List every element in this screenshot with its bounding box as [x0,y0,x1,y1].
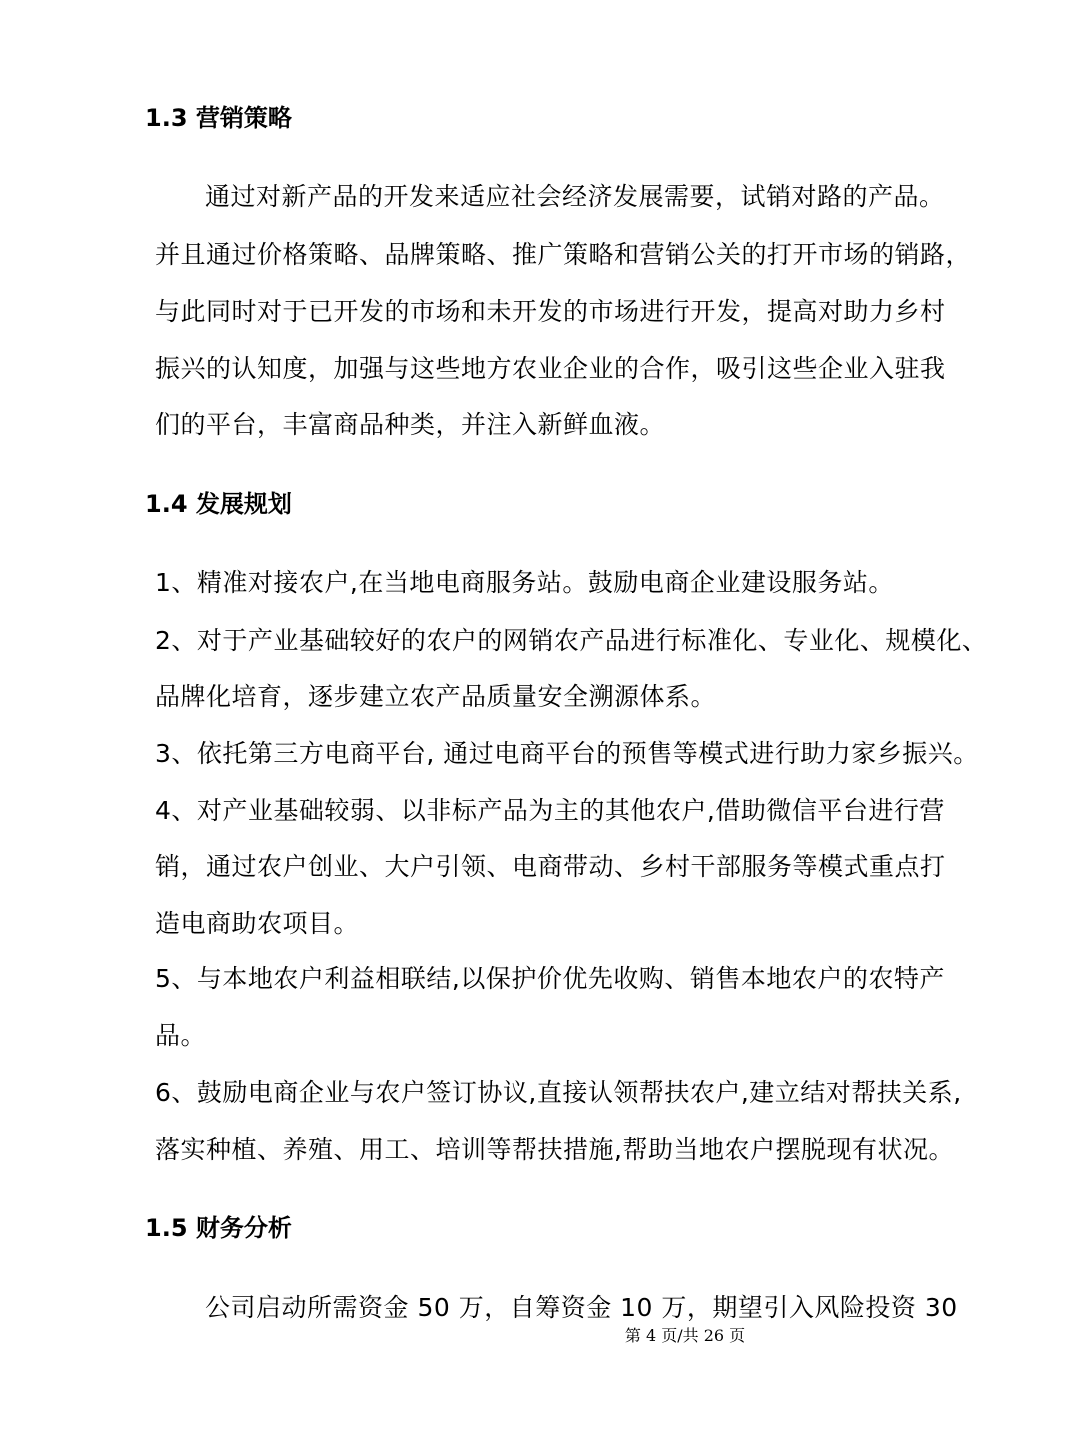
list-item-line: 造电商助农项目。 [155,909,360,938]
section-heading-marketing: 1.3 营销策略 [145,104,292,132]
list-item-line: 3、依托第三方电商平台, 通过电商平台的预售等模式进行助力家乡振兴。 [155,739,979,768]
list-item-line: 品牌化培育，逐步建立农产品质量安全溯源体系。 [155,682,717,711]
list-item-line: 6、鼓励电商企业与农户签订协议,直接认领帮扶农户,建立结对帮扶关系, [155,1078,962,1107]
list-item-line: 落实种植、养殖、用工、培训等帮扶措施,帮助当地农户摆脱现有状况。 [155,1135,954,1164]
list-item-line: 5、与本地农户利益相联结,以保护价优先收购、销售本地农户的农特产 [155,964,945,993]
section-heading-finance: 1.5 财务分析 [145,1214,292,1242]
list-item-line: 品。 [155,1021,207,1050]
list-item-line: 1、精准对接农户,在当地电商服务站。鼓励电商企业建设服务站。 [155,568,894,597]
paragraph-line: 与此同时对于已开发的市场和未开发的市场进行开发，提高对助力乡村 [155,297,946,326]
paragraph-line: 并且通过价格策略、品牌策略、推广策略和营销公关的打开市场的销路， [155,240,972,269]
list-item-line: 4、对产业基础较弱、以非标产品为主的其他农户,借助微信平台进行营 [155,796,945,825]
paragraph-line: 振兴的认知度，加强与这些地方农业企业的合作，吸引这些企业入驻我 [155,354,946,383]
list-item-line: 2、对于产业基础较好的农户的网销农产品进行标准化、专业化、规模化、 [155,626,988,655]
section-heading-development: 1.4 发展规划 [145,490,292,518]
list-item-line: 销，通过农户创业、大户引领、电商带动、乡村干部服务等模式重点打 [155,852,946,881]
paragraph-line: 们的平台，丰富商品种类，并注入新鲜血液。 [155,410,666,439]
page-number: 第 4 页/共 26 页 [624,1326,746,1345]
paragraph-line: 通过对新产品的开发来适应社会经济发展需要，试销对路的产品。 [205,182,945,211]
paragraph-line: 公司启动所需资金 50 万，自筹资金 10 万，期望引入风险投资 30 [205,1293,958,1322]
